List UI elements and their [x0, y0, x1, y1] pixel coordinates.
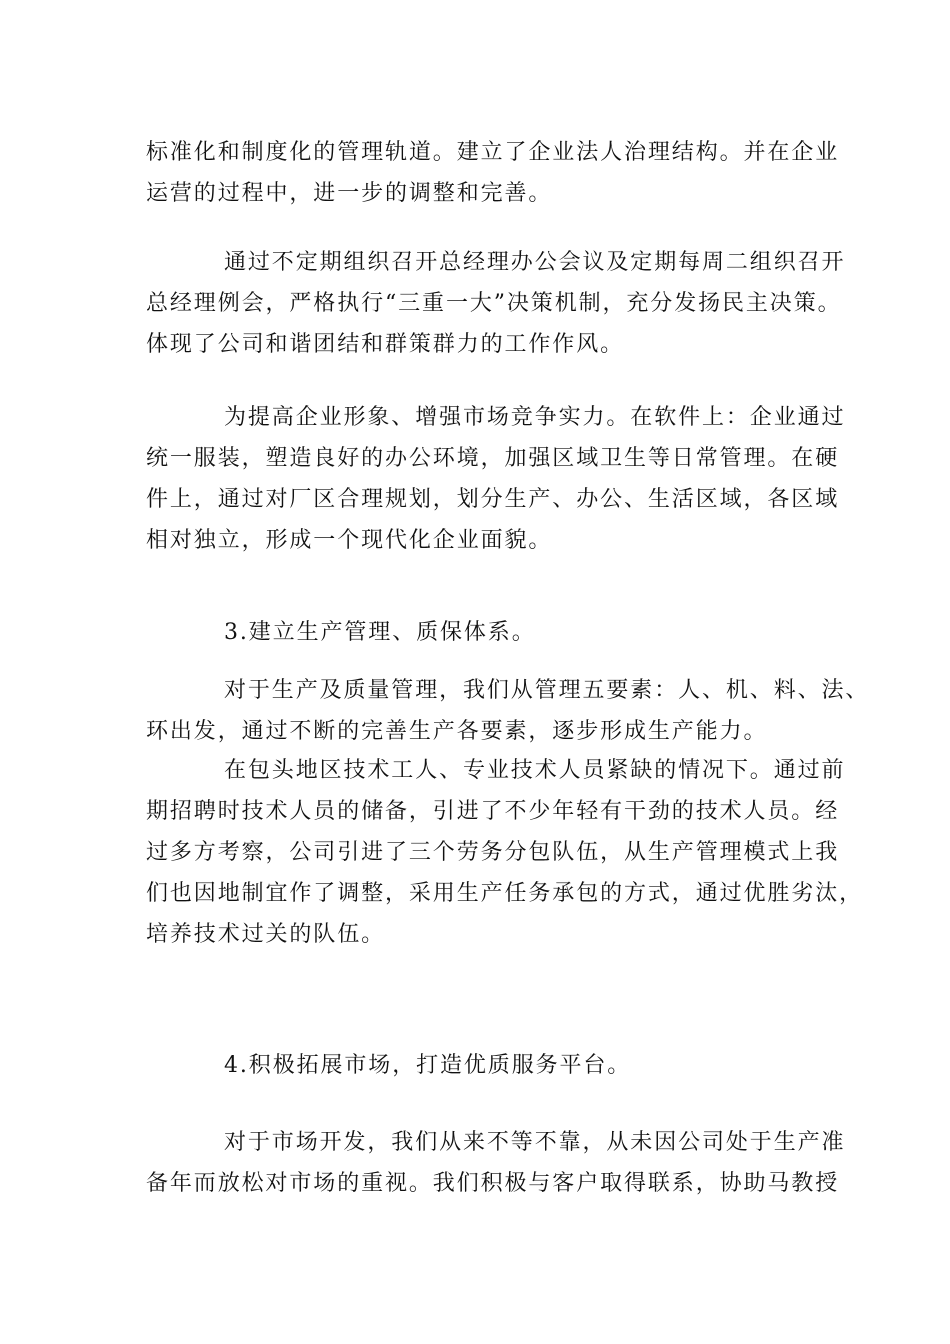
- text-line: 件上，通过对厂区合理规划，划分生产、办公、生活区域，各区域: [146, 487, 840, 512]
- text-line: 备年而放松对市场的重视。我们积极与客户取得联系，协助马教授: [146, 1171, 840, 1196]
- paragraph-corporate-image: [146, 397, 846, 561]
- text-line: 对于市场开发，我们从来不等不靠，从未因公司处于生产准: [224, 1130, 846, 1155]
- text-line: 通过不定期组织召开总经理办公会议及定期每周二组织召开: [224, 250, 846, 275]
- paragraph-five-elements: [146, 670, 870, 752]
- paragraph-management-structure: [146, 132, 840, 214]
- text-line: 运营的过程中，进一步的调整和完善。: [146, 181, 553, 206]
- text-line: 体现了公司和谐团结和群策群力的工作作风。: [146, 332, 625, 357]
- paragraph-meetings: [146, 242, 846, 365]
- text-line: 相对独立，形成一个现代化企业面貌。: [146, 528, 553, 553]
- heading-market-expansion: [146, 1045, 826, 1086]
- text-line: 4.积极拓展市场，打造优质服务平台。: [224, 1053, 632, 1078]
- paragraph-staffing: [146, 750, 864, 955]
- text-line: 培养技术过关的队伍。: [146, 922, 386, 947]
- text-line: 环出发，通过不断的完善生产各要素，逐步形成生产能力。: [146, 719, 768, 744]
- heading-production-quality: [146, 612, 826, 653]
- text-line: 为提高企业形象、增强市场竞争实力。在软件上：企业通过: [224, 405, 846, 430]
- text-line: 过多方考察，公司引进了三个劳务分包队伍，从生产管理模式上我: [146, 840, 840, 865]
- text-line: 们也因地制宜作了调整，采用生产任务承包的方式，通过优胜劣汰，: [146, 881, 864, 906]
- text-line: 总经理例会，严格执行“三重一大”决策机制，充分发扬民主决策。: [146, 291, 842, 316]
- text-line: 在包头地区技术工人、专业技术人员紧缺的情况下。通过前: [224, 758, 846, 783]
- text-line: 3.建立生产管理、质保体系。: [224, 620, 536, 645]
- text-line: 对于生产及质量管理，我们从管理五要素：人、机、料、法、: [224, 678, 870, 703]
- text-line: 标准化和制度化的管理轨道。建立了企业法人治理结构。并在企业: [146, 140, 840, 165]
- paragraph-market-development: [146, 1122, 846, 1204]
- text-line: 期招聘时技术人员的储备，引进了不少年轻有干劲的技术人员。经: [146, 799, 840, 824]
- text-line: 统一服装，塑造良好的办公环境，加强区域卫生等日常管理。在硬: [146, 446, 840, 471]
